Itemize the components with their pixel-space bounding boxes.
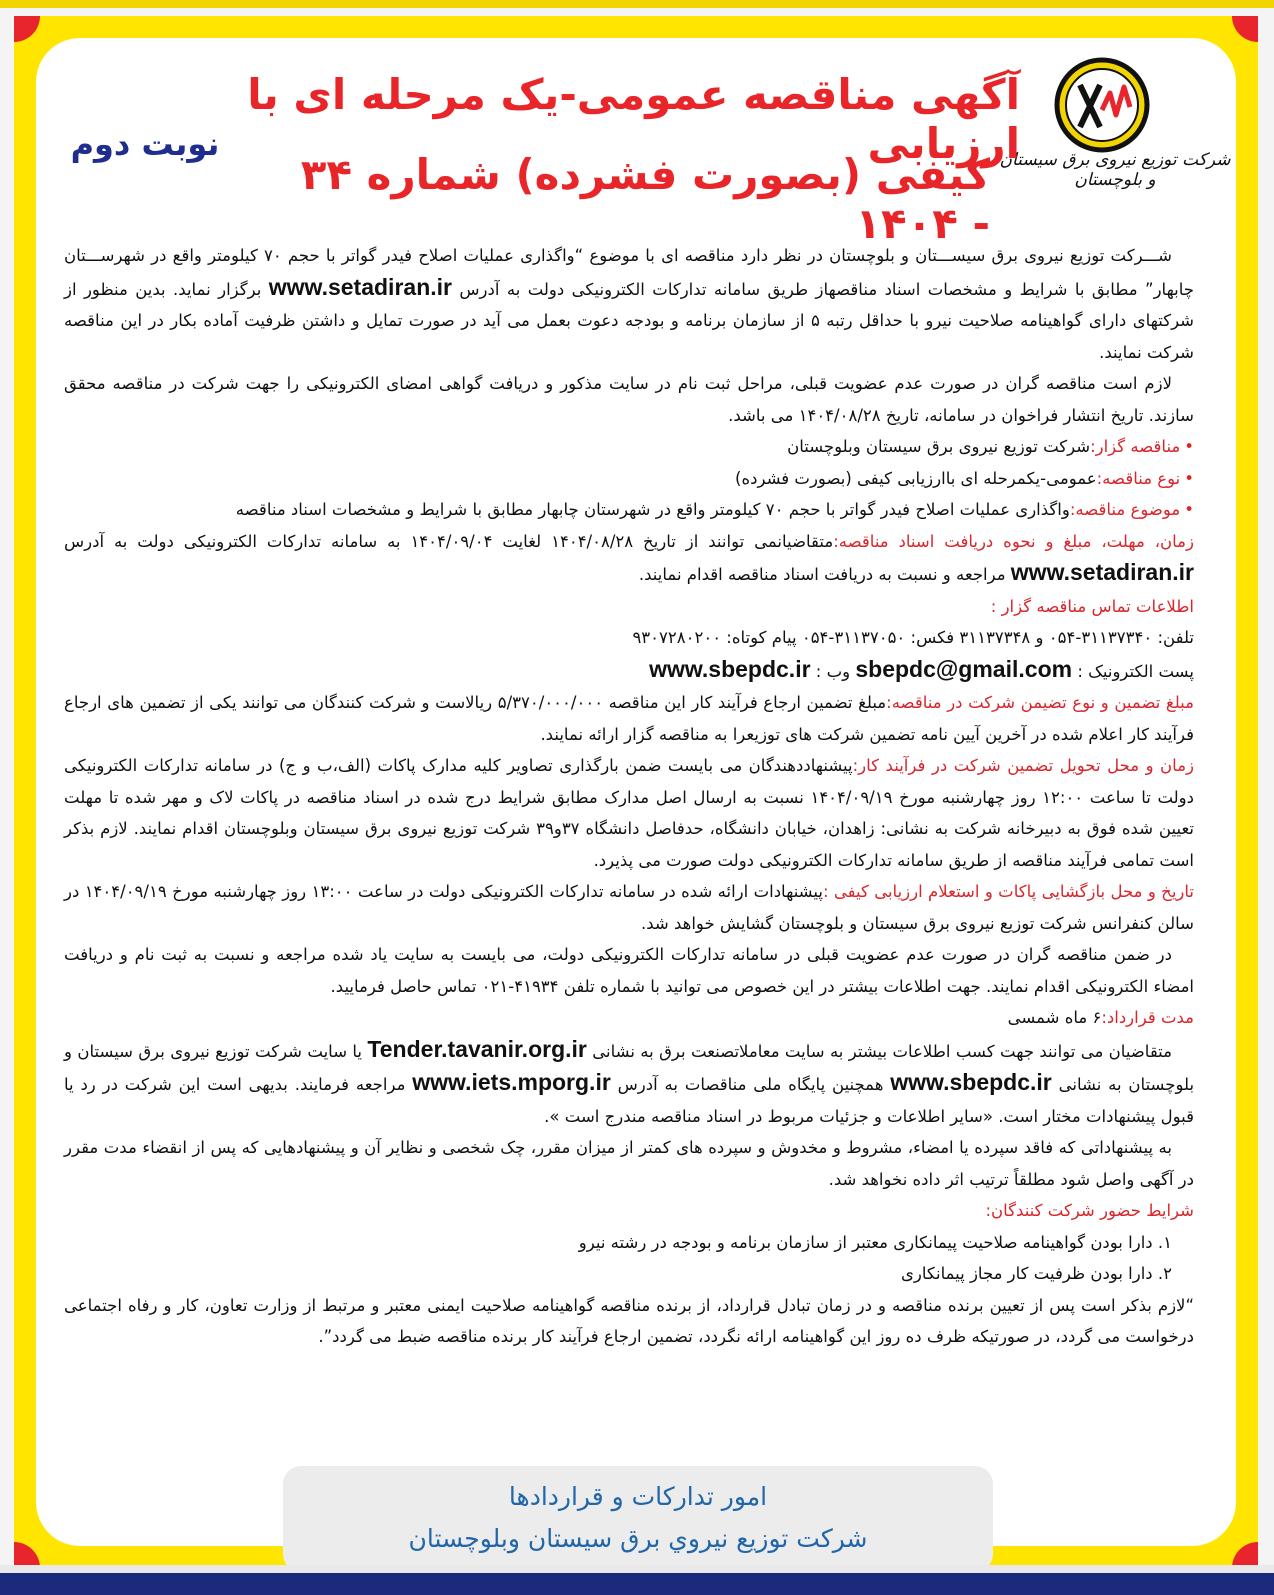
publication-round: نوبت دوم (70, 125, 220, 163)
contact-email-web: پست الکترونیک : sbepdc@gmail.com وب : www.sbepdc.ir (649, 655, 1194, 682)
contact-heading: اطلاعات تماس مناقصه گزار : (990, 596, 1194, 616)
bottom-strip (0, 1565, 1274, 1573)
company-name: شرکت توزیع نیروی برق سیستان و بلوچستان (999, 150, 1231, 190)
membership-paragraph: در ضمن مناقصه گران در صورت عدم عضویت قبلی در سامانه تدارکات الکترونیکی دولت، می بایست به سایت یاد شده مراجعه و نسبت به ثبت نام و دریافت امضاء الکترونیکی اقدام نمایند. جهت اطلاعات بیشتر در این خصوص می توانید با شماره تلفن ۴۱۹۳۴-۰۲۱ تماس حاصل فرمایید. (64, 945, 1194, 996)
sbepdc-link[interactable]: www.sbepdc.ir (890, 1069, 1052, 1095)
ad-title-line1: آگهی مناقصه عمومی-یک مرحله ای با ارزیابی (247, 70, 1020, 168)
sbepdc-link[interactable]: www.sbepdc.ir (649, 655, 811, 682)
documents-paragraph: زمان، مهلت، مبلغ و نحوه دریافت اسناد مناقصه:متقاضیانمی توانند از تاریخ ۱۴۰۴/۰۸/۲۸ لغایت ۱۴۰۴/۰۹/۰۴ به سامانه تدارکات الکترونیکی دولت به آدرس www.setadiran.ir مراجعه و نسبت به دریافت اسناد مناقصه اقدام نمایند. (64, 531, 1194, 585)
top-yellow-bar (0, 0, 1274, 8)
more-info-paragraph: متقاضیان می توانند جهت کسب اطلاعات بیشتر به سایت معاملاتصنعت برق به نشانی Tender.tavanir.org.ir یا سایت شرکت توزیع نیروی برق سیستان و بلوچستان به نشانی www.sbepdc.ir همچنین پایگاه ملی مناقصات به آدرس www.iets.mporg.ir مراجعه فرمایند. بدیهی است این شرکت در رد یا قبول پیشنهادات مختار است. «سایر اطلاعات و جزئیات مربوط در اسناد مناقصه مندرج است ». (64, 1035, 1195, 1126)
tavanir-link[interactable]: Tender.tavanir.org.ir (367, 1035, 587, 1062)
opening-paragraph: تاریخ و محل بازگشایی پاکات و استعلام ارزیابی کیفی :پیشنهادات ارائه شده در سامانه تدارکات الکترونیکی دولت در ساعت ۱۳:۰۰ روز چهارشنبه مورخ ۱۴۰۴/۰۹/۱۹ در سالن کنفرانس شرکت توزیع نیروی برق سیستان و بلوچستان گشایش خواهد شد. (64, 882, 1195, 933)
tender-subject: • موضوع مناقصه:واگذاری عملیات اصلاح فیدر گواتر با حجم ۷۰ کیلومتر واقع در شهرستان چابهار مطابق با شرایط و مشخصات اسناد مناقصه (64, 494, 1194, 526)
registration-paragraph: لازم است مناقصه گران در صورت عدم عضویت قبلی، مراحل ثبت نام در سایت مذکور و دریافت گواهی امضای الکترونیکی را جهت شرکت در مناقصه محقق سازند. تاریخ انتشار فراخوان در سامانه، تاریخ ۱۴۰۴/۰۸/۲۸ می باشد. (64, 374, 1194, 425)
contact-phone: تلفن: ۳۱۱۳۷۳۴۰-۰۵۴ و ۳۱۱۳۷۳۴۸ فکس: ۳۱۱۳۷۰۵۰-۰۵۴ پیام کوتاه: ۹۳۰۷۲۸۰۲۰۰ (632, 628, 1194, 647)
condition-item: ۱. دارا بودن گواهینامه صلاحیت پیمانکاری معتبر از سازمان برنامه و بودجه در رشته نیرو (578, 1232, 1172, 1252)
tender-organizer: • مناقصه گزار:شرکت توزیع نیروی برق سیستان وبلوچستان (64, 431, 1194, 463)
bottom-blue-bar (0, 1573, 1274, 1595)
condition-item: ۲. دارا بودن ظرفیت کار مجاز پیمانکاری (900, 1264, 1172, 1283)
tender-type: • نوع مناقصه:عمومی-یکمرحله ای باارزیابی کیفی (بصورت فشرده) (64, 463, 1194, 495)
footer-signature (283, 1466, 993, 1572)
delivery-paragraph: زمان و محل تحویل تضمین شرکت در فرآیند کار:پیشنهاددهندگان می بایست ضمن بارگذاری تصاویر کلیه مدارک پاکات (الف،ب و ج) در سامانه تدارکات الکترونیکی دولت تا ساعت ۱۲:۰۰ روز چهارشنبه مورخ ۱۴۰۴/۰۹/۱۹ نسبت به ارسال اصل مدارک مطابق شرایط درج شده در اسناد مناقصه در پاکات لاک و مهر شده تا مهلت تعیین شده فوق به دبیرخانه شرکت به نشانی: زاهدان، خیابان دانشگاه، حدفاصل دانشگاه ۳۷و۳۹ شرکت توزیع نیروی برق سیستان وبلوچستان اقدام نمایند. لازم بذکر است تمامی فرآیند مناقصه از طریق سامانه تدارکات الکترونیکی دولت صورت می پذیرد. (64, 756, 1195, 870)
conditions-heading: شرایط حضور شرکت کنندگان: (985, 1201, 1194, 1220)
ad-title-line2: کیفی (بصورت فشرده) شماره ۳۴ - ۱۴۰۴ (300, 150, 990, 248)
footer-department: امور تدارکات و قراردادها (508, 1482, 768, 1511)
footer-company: شرکت توزیع نیروي برق سیستان وبلوچستان (408, 1524, 868, 1553)
corner-ornament (14, 16, 40, 42)
invalid-offers-paragraph: به پیشنهاداتی که فاقد سپرده یا امضاء، مشروط و مخدوش و سپرده های کمتر از میزان مقرر، چک شخصی و نظایر آن و پیشنهادهایی که پس از انقضاء مدت مقرر در آگهی واصل شود مطلقاً ترتیب اثر داده نخواهد شد. (64, 1138, 1194, 1189)
email-link[interactable]: sbepdc@gmail.com (855, 655, 1073, 682)
setadiran-link[interactable]: www.setadiran.ir (268, 273, 452, 300)
setadiran-link[interactable]: www.setadiran.ir (1010, 559, 1194, 585)
intro-paragraph: شـــرکت توزیع نیروی برق سیســـتان و بلوچستان در نظر دارد مناقصه ای با موضوع “واگذاری عملیات اصلاح فیدر گواتر با حجم ۷۰ کیلومتر واقع در شهرســـتان چابهار” مطابق با شرایط و مشخصات اسناد مناقصهاز طریق سامانه تدارکات الکترونیکی دولت به آدرس www.setadiran.ir برگزار نماید. بدین منظور از شرکتهای دارای گواهینامه صلاحیت نیرو با حداقل رتبه ۵ از سازمان برنامه و بودجه دعوت بعمل می آید در صورت تمایل و داشتن ظرفیت آماده بکار در این مناقصه شرکت نمایند. (64, 246, 1195, 362)
contract-duration: مدت قرارداد:۶ ماه شمسی (1007, 1008, 1194, 1027)
ad-body (64, 240, 1194, 1353)
guarantee-paragraph: مبلغ تضمین و نوع تضیمن شرکت در مناقصه:مبلغ تضمین ارجاع فرآیند کار این مناقصه ۵/۳۷۰/۰۰۰/۰۰۰ ریالاست و شرکت کنندگان می توانند یکی از تضمین های ارجاع فرآیند کار اعلام شده در آخرین آیین نامه تضمین شرکت های توزیعرا به مناقصه گزار ارائه نمایند. (64, 693, 1194, 744)
safety-certificate-paragraph: “لازم بذکر است پس از تعیین برنده مناقصه و در زمان تبادل قرارداد، از برنده مناقصه گواهینامه صلاحیت ایمنی معتبر و مرتبط از وزارت تعاون، کار و رفاه اجتماعی درخواست می گردد، در صورتیکه ظرف ده روز این گواهینامه ارائه نگردد، تضمین ارجاع فرآیند کار برنده مناقصه ضبط می گردد”. (64, 1295, 1194, 1346)
iets-link[interactable]: www.iets.mporg.ir (412, 1069, 611, 1095)
corner-ornament (1232, 16, 1258, 42)
power-distribution-logo-icon (1052, 55, 1152, 155)
